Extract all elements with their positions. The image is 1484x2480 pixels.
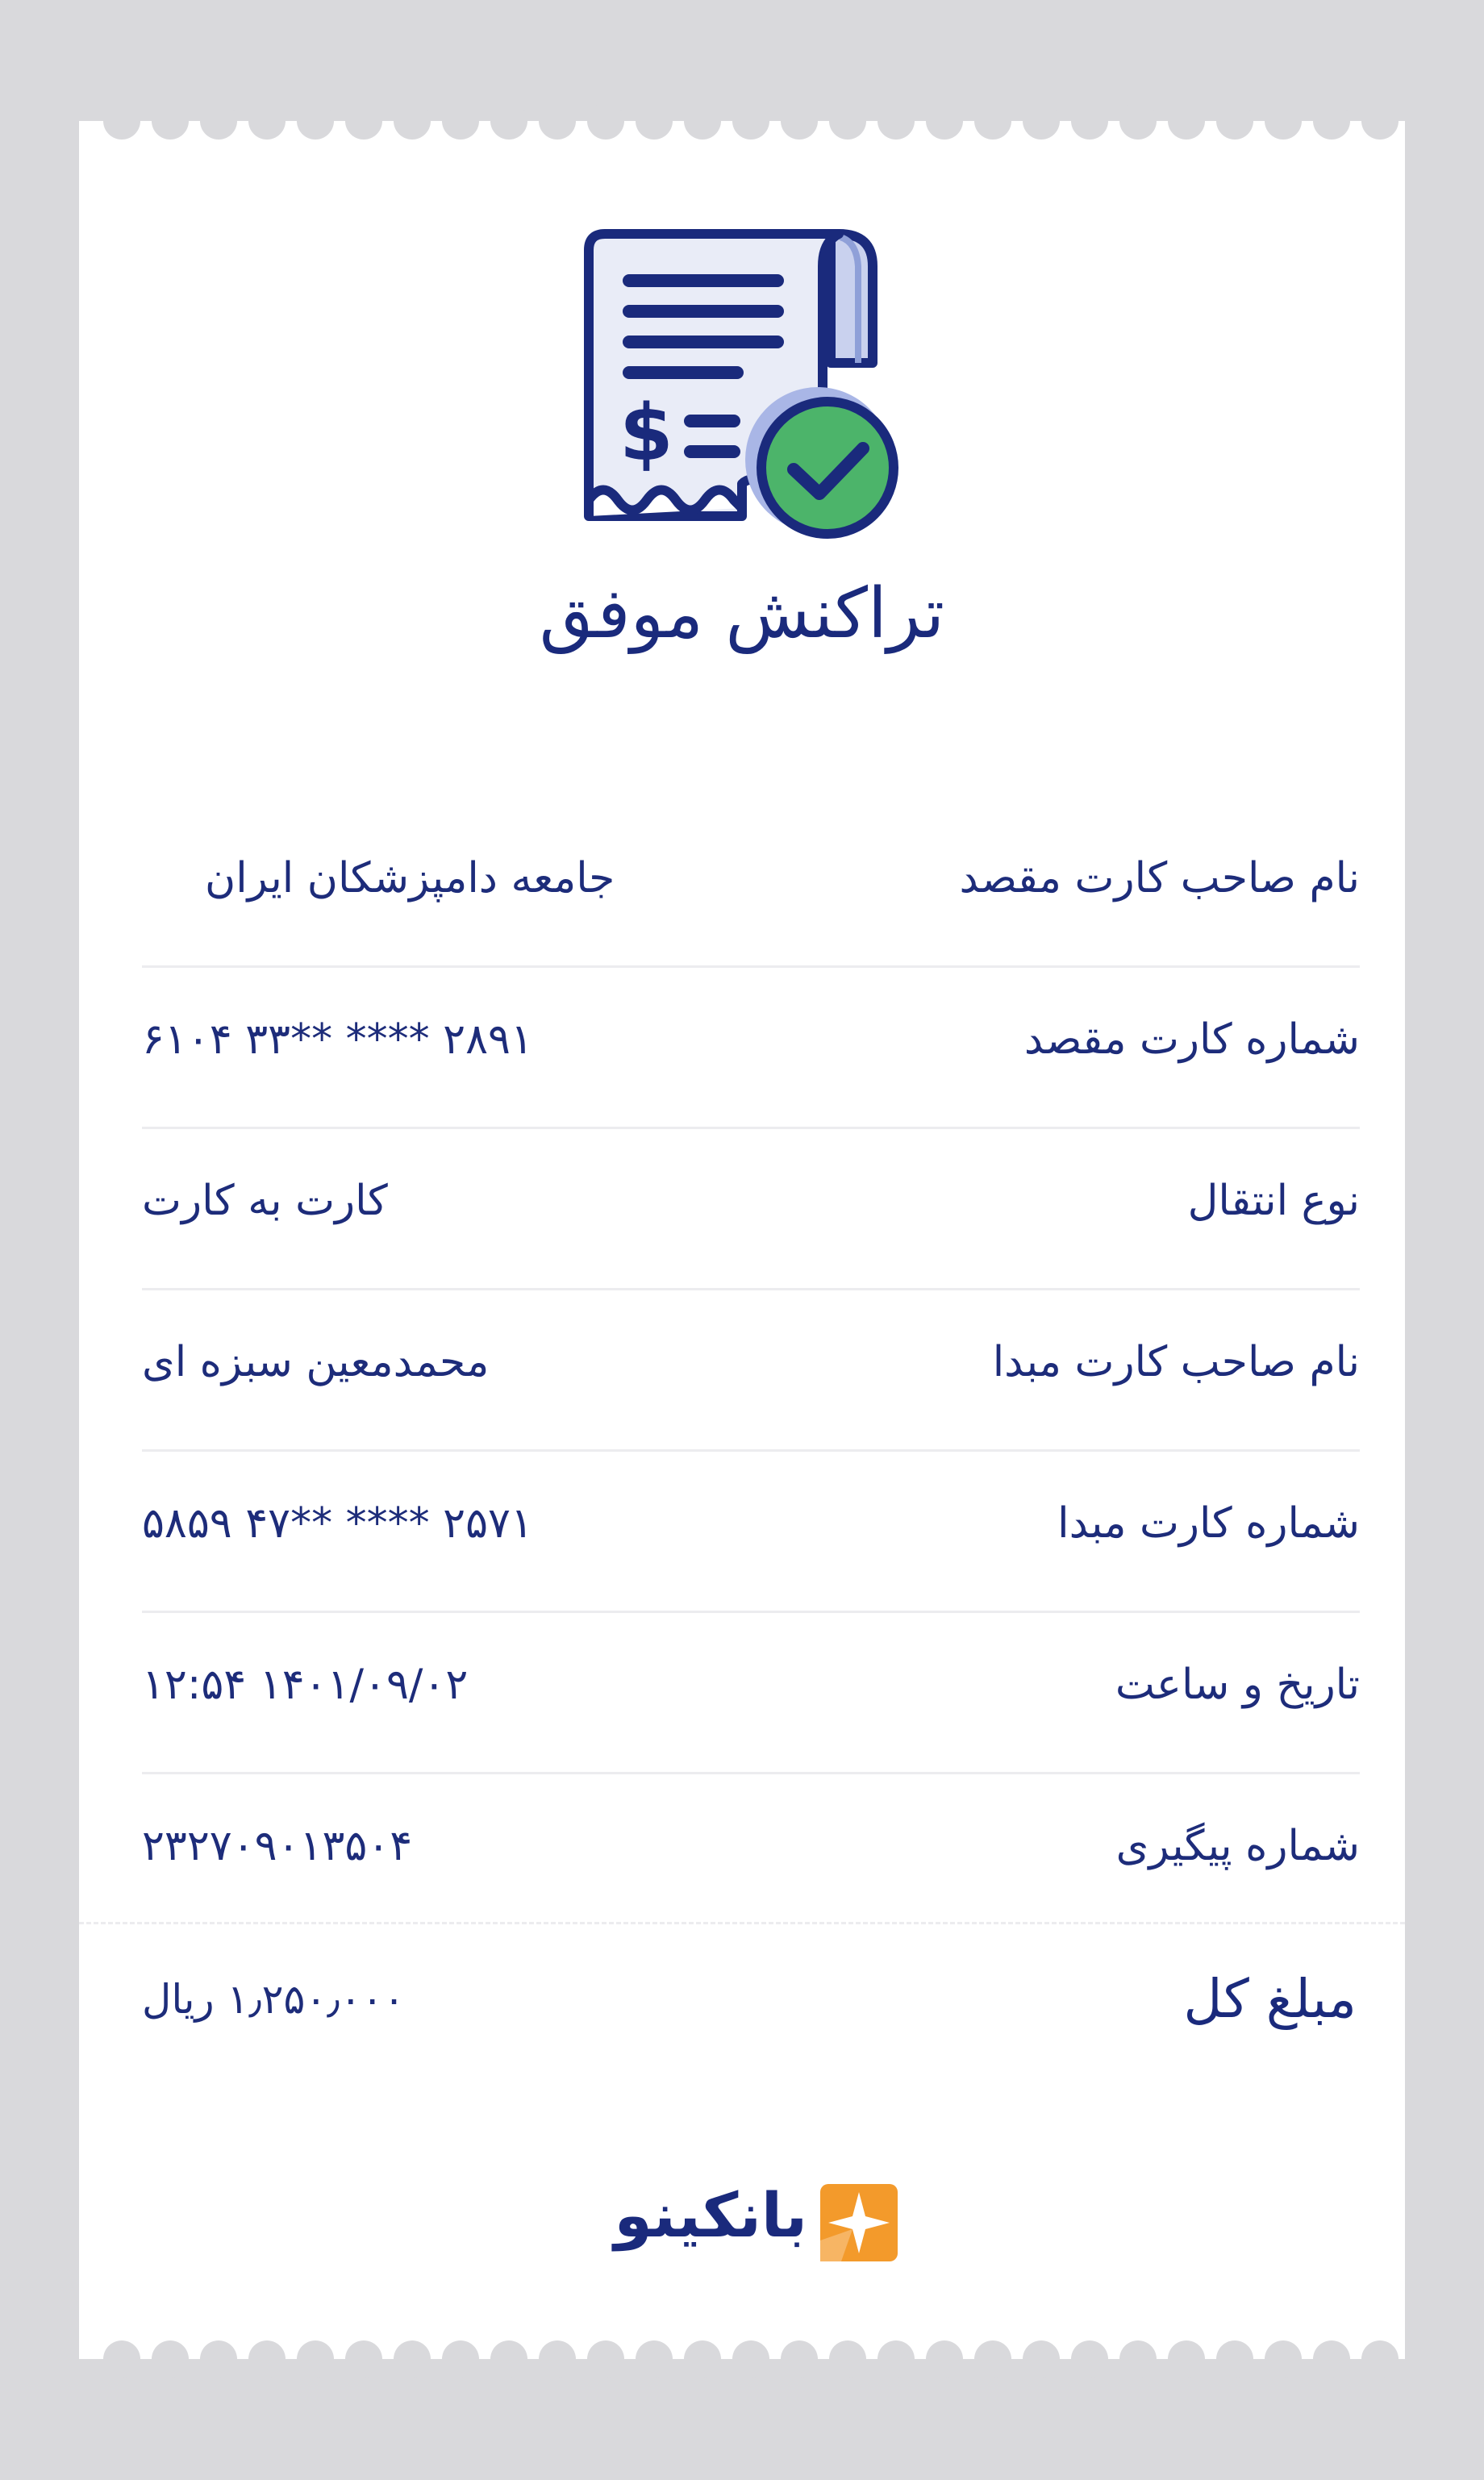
scallop-notch (1216, 2340, 1253, 2378)
scallop-notch (587, 2340, 624, 2378)
scallop-notch (442, 102, 479, 140)
row-value: ۲۸۹۱ **** **۳۳ ۶۱۰۴ (142, 1015, 533, 1064)
scallop-notch (829, 102, 866, 140)
receipt-top-edge (79, 102, 1405, 140)
scallop-notch (781, 102, 818, 140)
scallop-notch (926, 2340, 963, 2378)
row-label: نام صاحب کارت مقصد (959, 854, 1360, 902)
detail-row-source-name (142, 1290, 1360, 1452)
scallop-notch (1216, 102, 1253, 140)
scallop-notch (152, 2340, 189, 2378)
scallop-notch (442, 2340, 479, 2378)
scallop-notch (926, 102, 963, 140)
scallop-notch (1023, 102, 1060, 140)
row-value: جامعه دامپزشکان ایران (205, 854, 615, 902)
detail-row-destination-card (142, 968, 1360, 1129)
scallop-notch (1313, 102, 1350, 140)
scallop-notch (297, 2340, 334, 2378)
scallop-notch (345, 2340, 382, 2378)
scallop-notch (732, 102, 769, 140)
scallop-notch (200, 102, 237, 140)
total-label: مبلغ کل (1183, 1968, 1357, 2030)
scallop-notch (1071, 2340, 1108, 2378)
details-list (142, 807, 1360, 1936)
scallop-notch (1119, 102, 1157, 140)
scallop-notch (877, 102, 915, 140)
brand-name: بانکینو (614, 2179, 807, 2251)
scallop-notch (684, 2340, 721, 2378)
row-label: شماره کارت مقصد (1023, 1015, 1360, 1064)
scallop-notch (490, 2340, 527, 2378)
total-amount: ۱٫۲۵۰٫۰۰۰ ریال (142, 1976, 405, 2023)
receipt-card (79, 121, 1405, 2359)
scallop-notch (345, 102, 382, 140)
row-label: شماره پیگیری (1115, 1822, 1360, 1870)
row-value: ۲۳۲۷۰۹۰۱۳۵۰۴ (142, 1822, 413, 1870)
scallop-notch (1313, 2340, 1350, 2378)
bankino-logo-icon (820, 2184, 898, 2261)
row-value: ۱۴۰۱/۰۹/۰۲ ۱۲:۵۴ (142, 1661, 469, 1709)
detail-row-destination-name (142, 807, 1360, 968)
row-label: نام صاحب کارت مبدا (992, 1338, 1360, 1386)
scallop-notch (1265, 2340, 1302, 2378)
detail-row-transfer-type (142, 1129, 1360, 1290)
scallop-notch (248, 102, 286, 140)
row-label: نوع انتقال (1187, 1177, 1360, 1225)
scallop-notch (636, 102, 673, 140)
row-value: ۲۵۷۱ **** **۴۷ ۵۸۵۹ (142, 1499, 533, 1548)
scallop-notch (684, 102, 721, 140)
svg-text:$: $ (619, 388, 673, 478)
receipt-success-icon (573, 218, 911, 556)
page-title: تراکنش موفق (539, 573, 945, 654)
divider (79, 1922, 1405, 1924)
scallop-notch (152, 102, 189, 140)
scallop-notch (781, 2340, 818, 2378)
detail-row-source-card (142, 1452, 1360, 1613)
scallop-notch (974, 102, 1011, 140)
brand-footer (591, 2176, 898, 2265)
scallop-notch (1361, 2340, 1399, 2378)
scallop-notch (877, 2340, 915, 2378)
scallop-notch (1361, 102, 1399, 140)
scallop-notch (539, 102, 576, 140)
detail-row-tracking-number (142, 1774, 1360, 1936)
scallop-notch (732, 2340, 769, 2378)
detail-row-datetime (142, 1613, 1360, 1774)
scallop-notch (1023, 2340, 1060, 2378)
row-label: تاریخ و ساعت (1115, 1661, 1360, 1709)
scallop-notch (394, 2340, 431, 2378)
row-value: کارت به کارت (142, 1177, 388, 1225)
scallop-notch (1168, 2340, 1205, 2378)
scallop-notch (1265, 102, 1302, 140)
scallop-notch (394, 102, 431, 140)
scallop-notch (829, 2340, 866, 2378)
scallop-notch (1119, 2340, 1157, 2378)
scallop-notch (974, 2340, 1011, 2378)
scallop-notch (297, 102, 334, 140)
row-value: محمدمعین سبزه ای (142, 1338, 490, 1386)
receipt-bottom-edge (79, 2340, 1405, 2378)
scallop-notch (1071, 102, 1108, 140)
scallop-notch (103, 102, 140, 140)
scallop-notch (636, 2340, 673, 2378)
row-label: شماره کارت مبدا (1057, 1499, 1360, 1548)
scallop-notch (200, 2340, 237, 2378)
scallop-notch (587, 102, 624, 140)
scallop-notch (1168, 102, 1205, 140)
scallop-notch (539, 2340, 576, 2378)
scallop-notch (248, 2340, 286, 2378)
scallop-notch (490, 102, 527, 140)
scallop-notch (103, 2340, 140, 2378)
